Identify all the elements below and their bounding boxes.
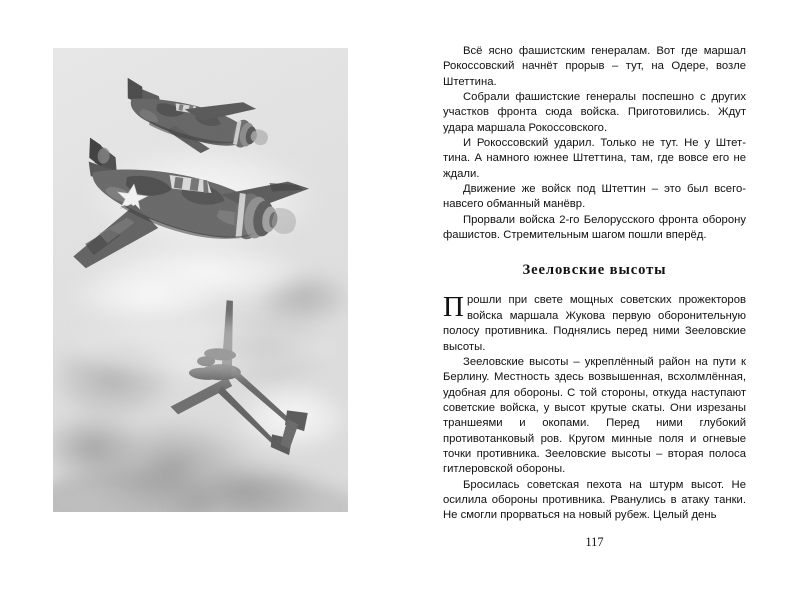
illustration-artwork (53, 48, 348, 512)
paragraph: Зееловские высоты – укреплённый район на пути к Берлину. Местность здесь возвышенная, всхолмлённая, удобная для обороны. С той стороны, откуда наступают советские войска, у высот крутые скаты. Они изрезаны траншеями и окопами. Перед ними глубокий противотанковый ров. Кругом минные поля и огневые точки противника. Зееловские высоты – вторая полоса гитлеровской обороны. (443, 355, 746, 476)
section-heading: Зееловские высоты (522, 262, 667, 279)
paragraph: Бросилась советская пехота на штурм высот. Не осилила обороны противника. Рванулись в атаку танки. Не смогли прорваться на новый рубеж. Целый день (443, 478, 746, 522)
dropcap-paragraph (443, 293, 746, 354)
dropcap-paragraph-text: рошли при свете мощных советских прожекторов войска маршала Жукова первую оборонительную полосу противника. Поднялись перед ними Зееловские высоты. (443, 294, 746, 353)
paragraph: Собрали фашистские генералы поспешно с других участков фронта сюда войска. Приготовились. Ждут удара маршала Рокоссовского. (443, 91, 746, 134)
page-number: 117 (585, 535, 604, 549)
text-column (443, 44, 746, 544)
drop-cap-letter: П (443, 291, 464, 324)
paragraph: Всё ясно фашистским генералам. Вот где маршал Рокоссовский начнёт прорыв – тут, на Одере, возле Штеттина. (443, 45, 746, 88)
paragraph: Движение же войск под Штеттин – это был всего-навсего обманный манёвр. (443, 183, 746, 211)
illustration (53, 48, 348, 512)
paragraph: И Рокоссовский ударил. Только не тут. Не у Штеттина. А намного южнее Штеттина, там, где вовсе его не ждали. (443, 137, 746, 180)
paragraph: Прорвали войска 2-го Белорусского фронта оборону фашистов. Стремительным шагом пошли вперёд. (443, 213, 746, 242)
